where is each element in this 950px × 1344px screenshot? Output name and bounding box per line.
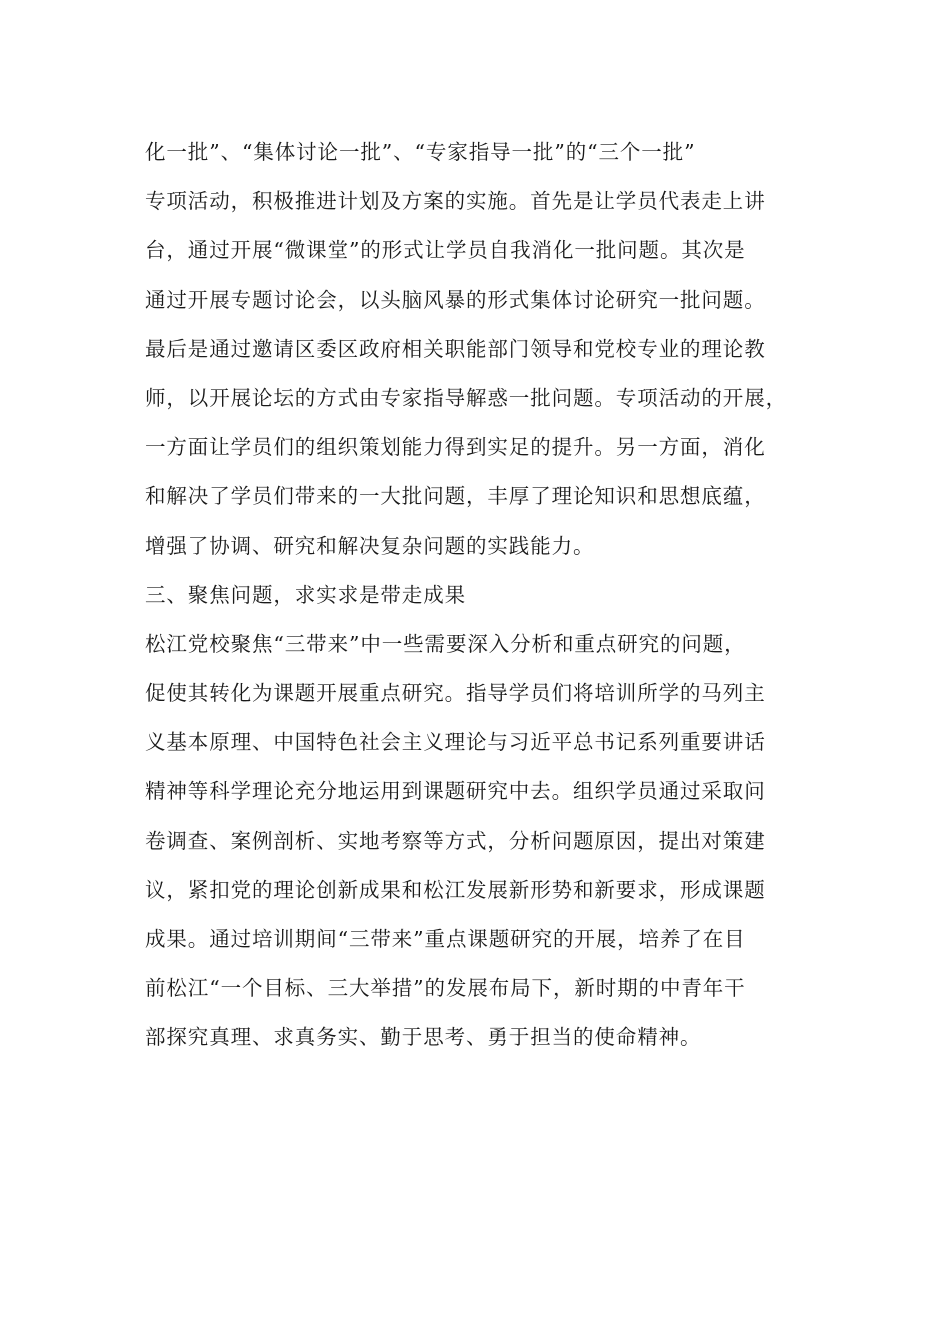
text-line: 卷调查、案例剖析、实地考察等方式，分析问题原因，提出对策建 [145,828,766,853]
text-line: 议，紧扣党的理论创新成果和松江发展新形势和新要求，形成课题 [145,877,766,902]
text-line: 精神等科学理论充分地运用到课题研究中去。组织学员通过采取问 [145,779,766,804]
text-line: 通过开展专题讨论会，以头脑风暴的形式集体讨论研究一批问题。 [145,287,766,312]
text-line: 师，以开展论坛的方式由专家指导解惑一批问题。专项活动的开展， [145,385,787,410]
text-line: 前松江“一个目标、三大举措”的发展布局下，新时期的中青年干 [145,976,746,1001]
text-line: 和解决了学员们带来的一大批问题，丰厚了理论知识和思想底蕴， [145,484,766,509]
text-line: 促使其转化为课题开展重点研究。指导学员们将培训所学的马列主 [145,681,766,706]
section-heading: 三、聚焦问题，求实求是带走成果 [145,582,466,607]
text-line: 成果。通过培训期间“三带来”重点课题研究的开展，培养了在目 [145,927,746,951]
text-line: 化一批”、“集体讨论一批”、“专家指导一批”的“三个一批” [145,140,696,164]
text-line: 义基本原理、中国特色社会主义理论与习近平总书记系列重要讲话 [145,730,766,755]
text-line: 增强了协调、研究和解决复杂问题的实践能力。 [145,533,595,558]
text-line: 一方面让学员们的组织策划能力得到实足的提升。另一方面，消化 [145,435,766,460]
text-line: 专项活动，积极推进计划及方案的实施。首先是让学员代表走上讲 [145,189,766,214]
text-line: 松江党校聚焦“三带来”中一些需要深入分析和重点研究的问题， [145,631,746,656]
text-line: 最后是通过邀请区委区政府相关职能部门领导和党校专业的理论教 [145,336,766,361]
text-line: 台，通过开展“微课堂”的形式让学员自我消化一批问题。其次是 [145,238,746,263]
text-line: 部探究真理、求真务实、勤于思考、勇于担当的使命精神。 [145,1025,702,1050]
body-text [145,128,825,1063]
